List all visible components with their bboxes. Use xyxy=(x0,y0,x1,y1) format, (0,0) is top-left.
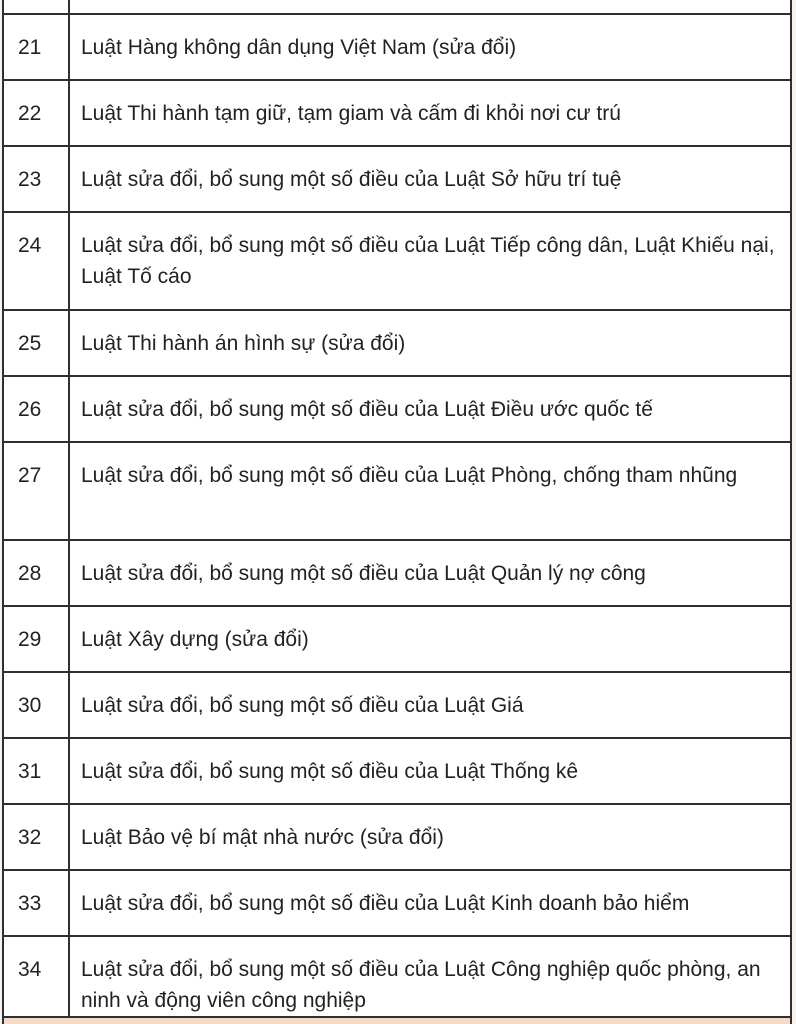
row-number: 27 xyxy=(3,442,69,540)
table-row xyxy=(3,310,791,376)
row-number: 33 xyxy=(3,870,69,936)
table-row xyxy=(3,442,791,540)
row-number: 21 xyxy=(3,14,69,80)
row-number: 26 xyxy=(3,376,69,442)
law-title: Luật sửa đổi, bổ sung một số điều của Luật Quản lý nợ công xyxy=(69,540,791,606)
law-title: Luật Thi hành tạm giữ, tạm giam và cấm đi khỏi nơi cư trú xyxy=(69,80,791,146)
table-row xyxy=(3,606,791,672)
table-row xyxy=(3,540,791,606)
row-number-cell xyxy=(3,0,69,14)
table-row xyxy=(3,672,791,738)
table-row xyxy=(3,80,791,146)
row-number: 32 xyxy=(3,804,69,870)
table-row xyxy=(3,738,791,804)
row-number: 34 xyxy=(3,936,69,1024)
table-row xyxy=(3,936,791,1024)
row-number: 30 xyxy=(3,672,69,738)
law-title: Luật sửa đổi, bổ sung một số điều của Luật Thống kê xyxy=(69,738,791,804)
row-number: 25 xyxy=(3,310,69,376)
law-title: Luật sửa đổi, bổ sung một số điều của Luật Tiếp công dân, Luật Khiếu nại, Luật Tố cáo xyxy=(69,212,791,310)
law-title: Luật sửa đổi, bổ sung một số điều của Luật Công nghiệp quốc phòng, an ninh và động viên công nghiệp xyxy=(69,936,791,1024)
law-title: Luật sửa đổi, bổ sung một số điều của Luật Sở hữu trí tuệ xyxy=(69,146,791,212)
law-title: Luật sửa đổi, bổ sung một số điều của Luật Giá xyxy=(69,672,791,738)
row-number: 22 xyxy=(3,80,69,146)
law-title: Luật sửa đổi, bổ sung một số điều của Luật Kinh doanh bảo hiểm xyxy=(69,870,791,936)
row-number: 23 xyxy=(3,146,69,212)
law-title: Luật sửa đổi, bổ sung một số điều của Luật Phòng, chống tham nhũng xyxy=(69,442,791,540)
table-row xyxy=(3,146,791,212)
next-row-strip xyxy=(2,1016,792,1024)
row-number: 29 xyxy=(3,606,69,672)
row-number: 31 xyxy=(3,738,69,804)
law-title: Luật Bảo vệ bí mật nhà nước (sửa đổi) xyxy=(69,804,791,870)
row-number: 28 xyxy=(3,540,69,606)
law-title: Luật Xây dựng (sửa đổi) xyxy=(69,606,791,672)
law-title: Luật sửa đổi, bổ sung một số điều của Luật Điều ước quốc tế xyxy=(69,376,791,442)
table-row xyxy=(3,212,791,310)
law-title: Luật Thi hành án hình sự (sửa đổi) xyxy=(69,310,791,376)
table-row xyxy=(3,376,791,442)
table-row xyxy=(3,870,791,936)
law-list-table xyxy=(2,0,792,1024)
table-row xyxy=(3,14,791,80)
table-row-previous-partial xyxy=(3,0,791,14)
law-title: Luật Hàng không dân dụng Việt Nam (sửa đổi) xyxy=(69,14,791,80)
law-title-cell xyxy=(69,0,791,14)
table-row xyxy=(3,804,791,870)
row-number: 24 xyxy=(3,212,69,310)
